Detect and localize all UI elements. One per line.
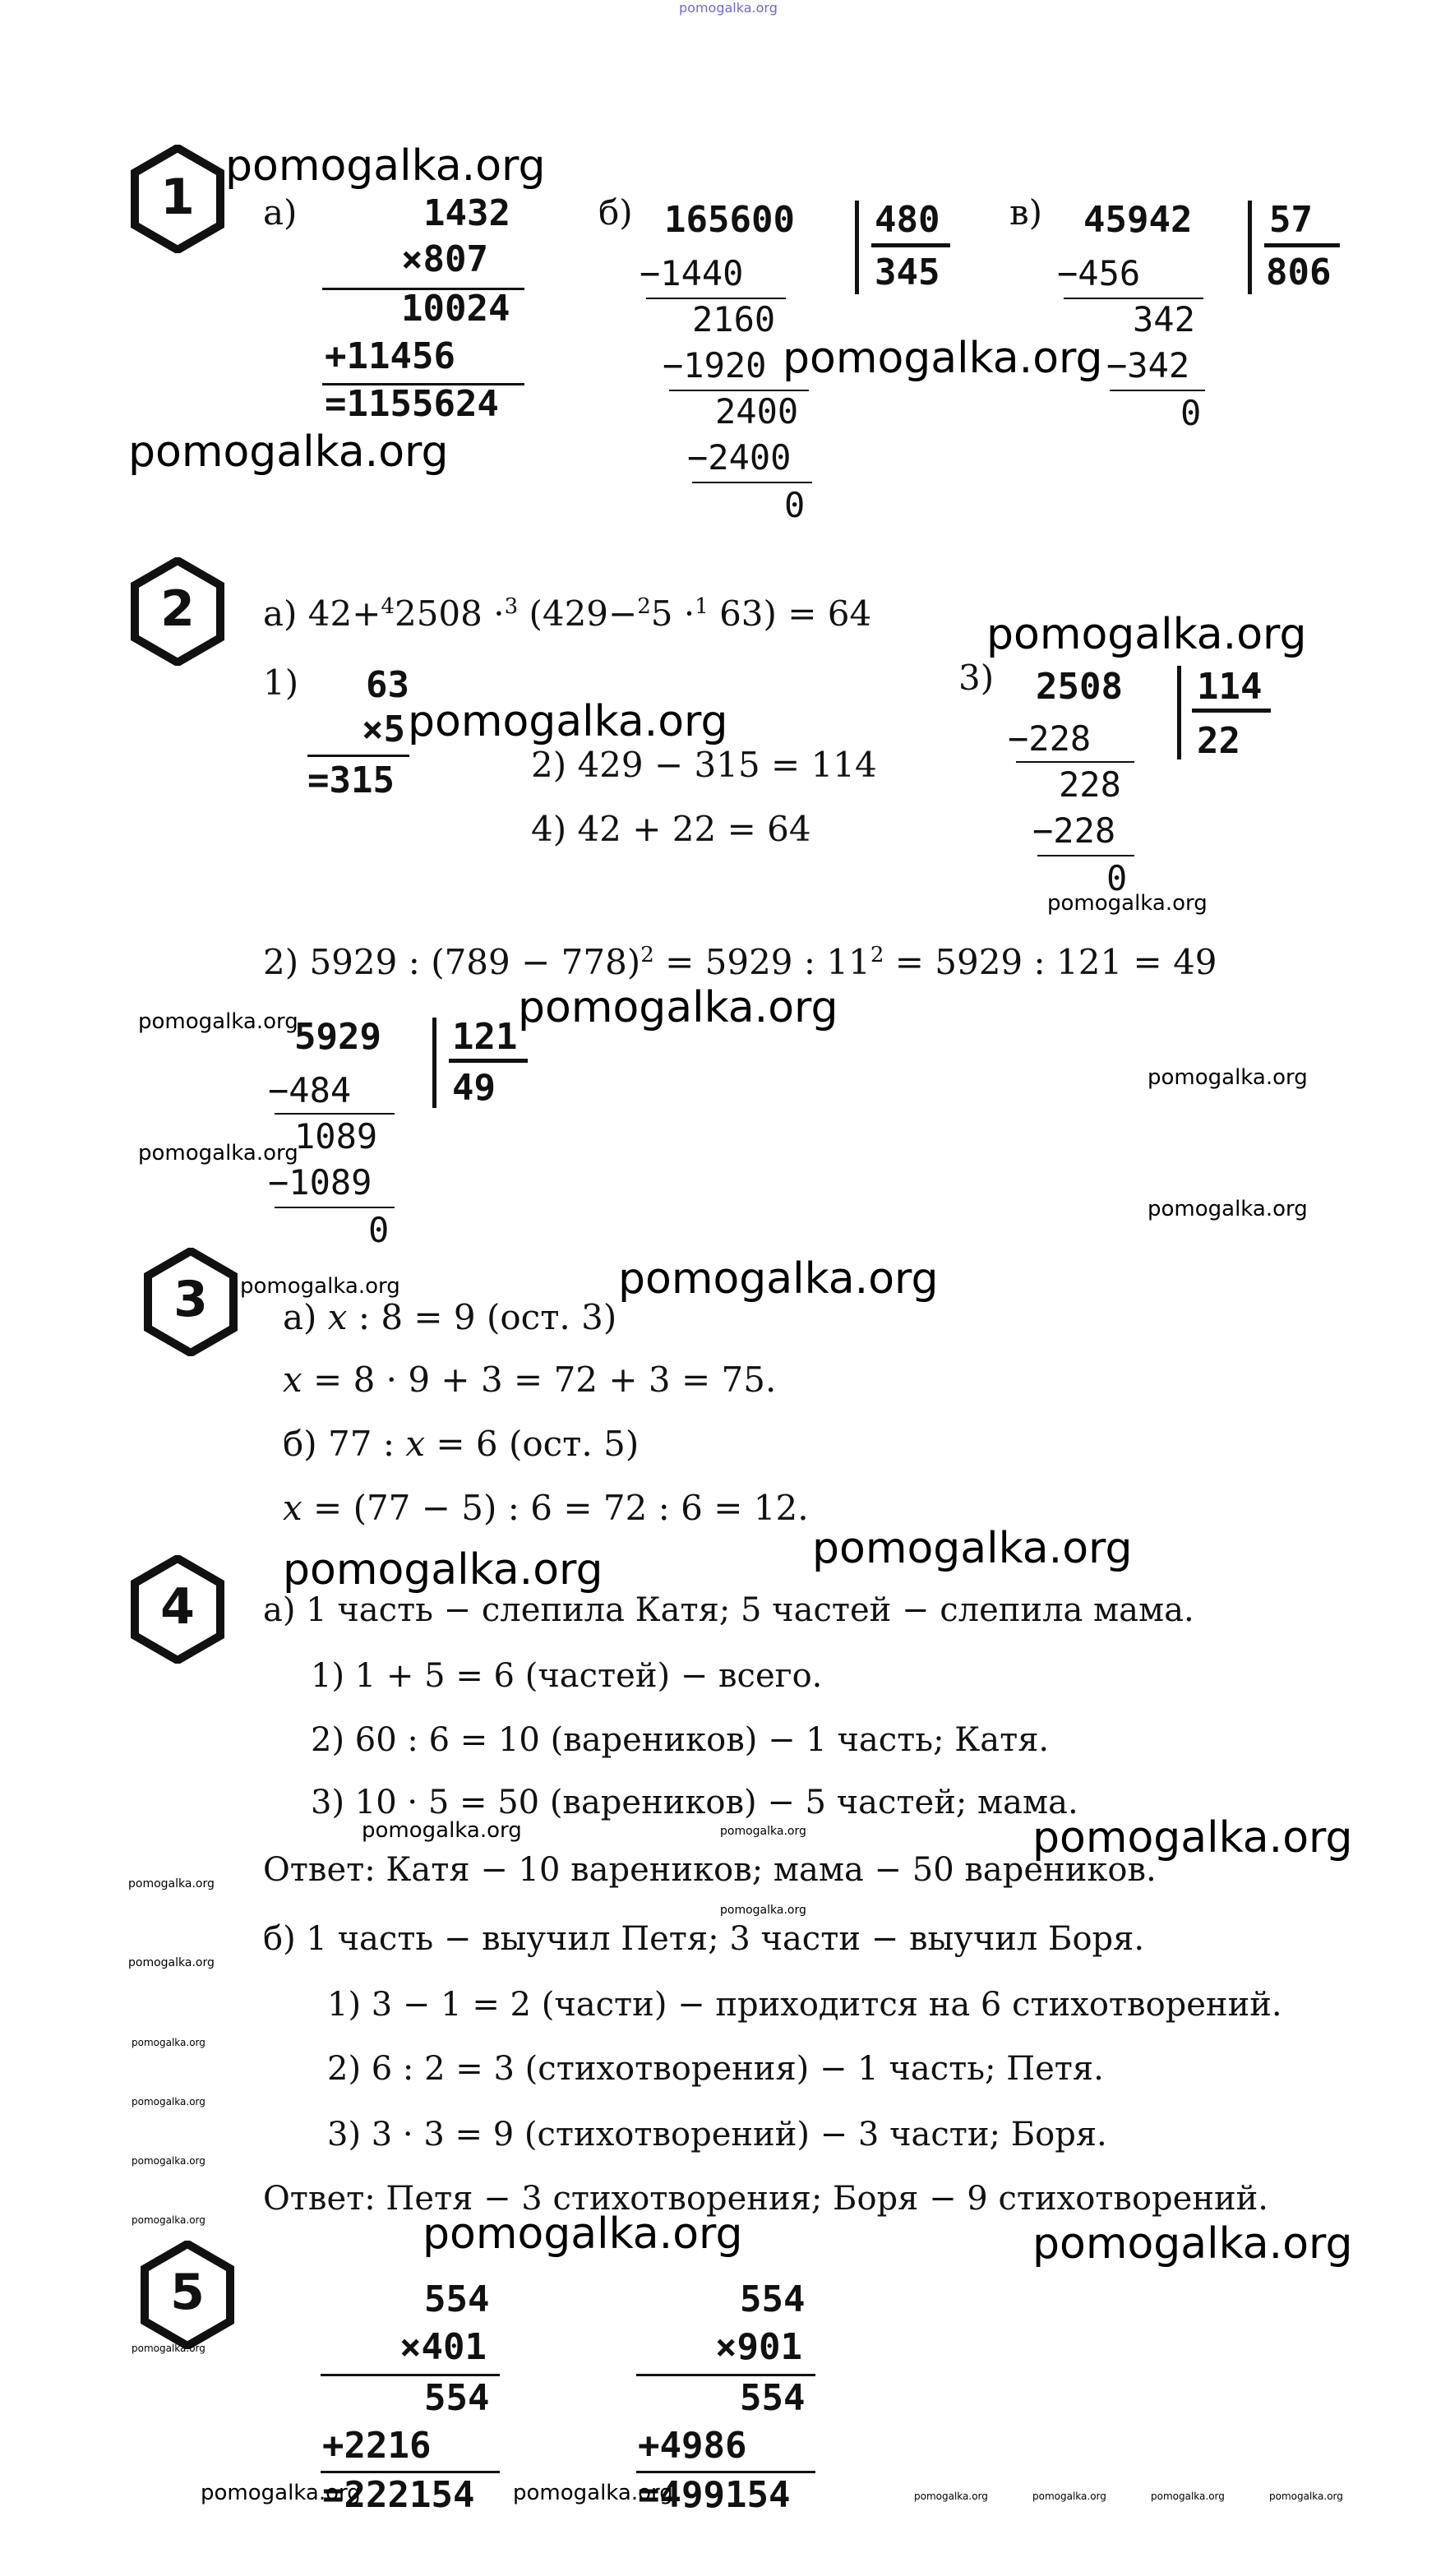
task-2a-order-4: 4 [381,594,395,619]
watermark: pomogalka.org [618,1254,939,1304]
task-4b-line-3: 2) 6 : 2 = 3 (стихотворения) − 1 часть; Петя. [327,2050,1104,2088]
task-2b-rem-1: 1089 [294,1116,378,1156]
watermark: pomogalka.org [225,141,546,191]
watermark-top: pomogalka.org [679,0,778,16]
task-5-c1-m1: 554 [424,2278,490,2320]
watermark: pomogalka.org [1148,1197,1308,1221]
task-2-step3-divider [1177,666,1181,759]
watermark: pomogalka.org [132,2155,205,2167]
watermark: pomogalka.org [1148,1065,1308,1090]
task-2a-order-2: 2 [637,594,651,619]
task-1v-line-2 [1110,390,1205,391]
task-2-step1-m2: ×5 [362,709,405,750]
task-2a-order-1: 1 [695,594,709,619]
task-1v-dividend: 45942 [1083,199,1193,241]
task-1v-label: в) [1009,192,1043,233]
watermark: pomogalka.org [138,1141,298,1166]
task-2-step3-rem-2: 0 [1106,858,1128,898]
task-2-step3-label: 3) [958,658,995,698]
task-1b-quotient: 345 [875,252,940,293]
watermark: pomogalka.org [423,2209,743,2259]
task-1b-sub-2: −1920 [663,345,767,385]
task-4b-line-4: 3) 3 · 3 = 9 (стихотворений) − 3 части; Боря. [327,2116,1107,2154]
task-2a-expr-part: (429− [518,593,638,634]
task-2-number: 2 [160,580,195,638]
task-1b-rem-2: 2400 [715,391,799,432]
watermark: pomogalka.org [128,1956,215,1969]
task-1a-partial-1: 10024 [401,288,510,330]
task-3-line-1: а) 𝑥 : 8 = 9 (ост. 3) [283,1297,617,1337]
task-2-step1-label: 1) [263,662,299,703]
task-2b-divider [432,1018,436,1108]
task-5-c2-p2: +4986 [638,2425,747,2467]
watermark: pomogalka.org [132,2096,205,2107]
task-5-c1-line-1 [321,2374,500,2376]
task-1a-label: а) [263,192,298,233]
task-4a-line-1: а) 1 часть − слепила Катя; 5 частей − слепила мама. [263,1591,1194,1629]
task-2b-divisor-line [449,1059,528,1063]
watermark: pomogalka.org [914,2491,988,2502]
task-4a-line-3: 2) 60 : 6 = 10 (вареников) − 1 часть; Катя. [311,1721,1050,1759]
task-1b-sub-3: −2400 [687,437,792,478]
watermark: pomogalka.org [362,1818,522,1843]
task-2-step3-divisor: 114 [1197,666,1263,708]
task-2-step2: 2) 429 − 315 = 114 [531,745,877,785]
task-5-c2-line-2 [636,2471,815,2473]
task-2b-rem-2: 0 [368,1210,390,1250]
task-2-step3-dividend: 2508 [1036,666,1123,708]
task-2-step1-line [307,755,409,757]
watermark: pomogalka.org [1269,2491,1343,2502]
task-1b-label: б) [598,192,633,233]
task-3-line-2: 𝑥 = 8 · 9 + 3 = 72 + 3 = 75. [283,1360,777,1400]
task-2b-divisor: 121 [452,1016,518,1058]
task-2b-expr-part: = 5929 : 11 [653,942,870,982]
task-2a-expr-part: 5 · [650,593,695,634]
task-1b-rem-3: 0 [784,485,806,525]
task-1b-rem-1: 2160 [692,299,776,339]
task-2-step3-line-2 [1037,855,1134,856]
watermark: pomogalka.org [1032,2491,1106,2502]
task-2a-expr-part: 63) = 64 [708,593,872,634]
watermark: pomogalka.org [240,1274,400,1299]
watermark: pomogalka.org [408,697,728,746]
watermark: pomogalka.org [783,334,1103,383]
task-2-step3-rem-1: 228 [1059,764,1121,805]
watermark: pomogalka.org [1032,2219,1353,2269]
task-1v-quotient: 806 [1266,252,1332,293]
task-2b-line-1 [275,1113,395,1115]
watermark: pomogalka.org [1047,891,1208,916]
task-1b-divisor: 480 [875,199,940,241]
task-1v-divisor: 57 [1269,199,1313,241]
task-5-c1-p1: 554 [424,2377,490,2419]
task-1a-result: =1155624 [325,383,499,425]
task-1b-dividend: 165600 [664,199,795,241]
watermark: pomogalka.org [132,2343,205,2354]
task-5-c2-line-1 [636,2374,815,2376]
task-2a-expr-part: а) 42+ [263,593,381,634]
task-4b-line-2: 1) 3 − 1 = 2 (части) − приходится на 6 стихотворений. [327,1986,1282,2024]
task-1b-divisor-line [871,243,950,247]
watermark: pomogalka.org [283,1545,603,1595]
watermark: pomogalka.org [132,2214,205,2226]
task-1v-rem-1: 342 [1133,299,1195,339]
task-2b-expr-part: = 5929 : 121 = 49 [884,942,1217,982]
task-2-step3-divisor-line [1192,709,1271,713]
task-2a-expression [263,593,871,634]
watermark: pomogalka.org [513,2481,673,2505]
task-1b-divider [855,201,859,294]
task-5-c1-p2: +2216 [322,2425,432,2467]
task-5-number: 5 [170,2264,205,2321]
task-5-c2-m2: ×901 [715,2326,802,2368]
watermark: pomogalka.org [1151,2491,1225,2502]
task-5-c1-m2: ×401 [399,2326,487,2368]
task-5-c2-result: =499154 [638,2474,791,2516]
task-5-c2-m1: 554 [740,2278,806,2320]
task-2-step3-sub-2: −228 [1032,810,1116,851]
task-2b-power-2: 2 [870,943,884,967]
task-2b-quotient: 49 [452,1067,496,1109]
task-1-number: 1 [160,169,195,226]
task-1a-multiplicand: 1432 [423,192,510,234]
watermark: pomogalka.org [812,1524,1133,1573]
watermark: pomogalka.org [132,2037,205,2048]
task-2-step3-line-1 [1016,761,1134,763]
task-2b-sub-1: −484 [268,1070,352,1110]
watermark: pomogalka.org [720,1904,806,1917]
task-4a-answer: Ответ: Катя − 10 вареников; мама − 50 вареников. [263,1851,1157,1889]
task-1b-sub-1: −1440 [640,253,744,293]
watermark: pomogalka.org [128,427,449,477]
task-4a-line-4: 3) 10 · 5 = 50 (вареников) − 5 частей; мама. [311,1784,1078,1821]
watermark: pomogalka.org [1032,1813,1353,1863]
task-1b-line-3 [692,482,812,483]
task-5-c1-line-2 [321,2471,500,2473]
task-5-c2-p1: 554 [740,2377,806,2419]
watermark: pomogalka.org [138,1009,298,1034]
watermark: pomogalka.org [518,983,838,1032]
task-2a-expr-part: 2508 · [394,593,505,634]
task-1v-divider [1248,201,1252,294]
task-4a-line-2: 1) 1 + 5 = 6 (частей) − всего. [311,1657,823,1695]
task-2-step1-m1: 63 [366,664,409,706]
watermark: pomogalka.org [986,610,1307,659]
task-4b-answer: Ответ: Петя − 3 стихотворения; Боря − 9 стихотворений. [263,2180,1269,2218]
task-3-line-3: б) 77 : 𝑥 = 6 (ост. 5) [283,1424,640,1464]
task-5-c1-result: =222154 [322,2474,475,2516]
task-4-number: 4 [160,1578,195,1636]
task-1a-partial-2: +11456 [325,335,455,377]
watermark: pomogalka.org [128,1877,215,1890]
task-2-step3-quotient: 22 [1197,720,1240,762]
watermark: pomogalka.org [201,2481,361,2505]
task-2b-sub-2: −1089 [268,1162,372,1203]
task-4b-line-1: б) 1 часть − выучил Петя; 3 части − выучил Боря. [263,1920,1145,1958]
task-3-number: 3 [173,1271,208,1328]
watermark: pomogalka.org [720,1825,806,1838]
task-2-step3-sub-1: −228 [1008,718,1092,759]
task-2-step4: 4) 42 + 22 = 64 [531,809,811,849]
task-2b-expression [263,942,1217,982]
task-2b-expr-part: 2) 5929 : (789 − 778) [263,942,641,982]
task-3-line-4: 𝑥 = (77 − 5) : 6 = 72 : 6 = 12. [283,1488,809,1528]
task-2-step1-result: =315 [307,759,395,801]
task-1v-sub-1: −456 [1057,253,1141,293]
task-1a-multiplier: ×807 [401,238,488,280]
task-1v-divisor-line [1264,243,1340,247]
task-2b-dividend: 5929 [294,1016,381,1058]
task-1v-sub-2: −342 [1106,345,1190,385]
task-2a-order-3: 3 [504,594,519,619]
task-2b-line-2 [275,1207,395,1208]
task-1v-rem-2: 0 [1180,393,1202,433]
task-2b-power: 2 [640,943,654,967]
